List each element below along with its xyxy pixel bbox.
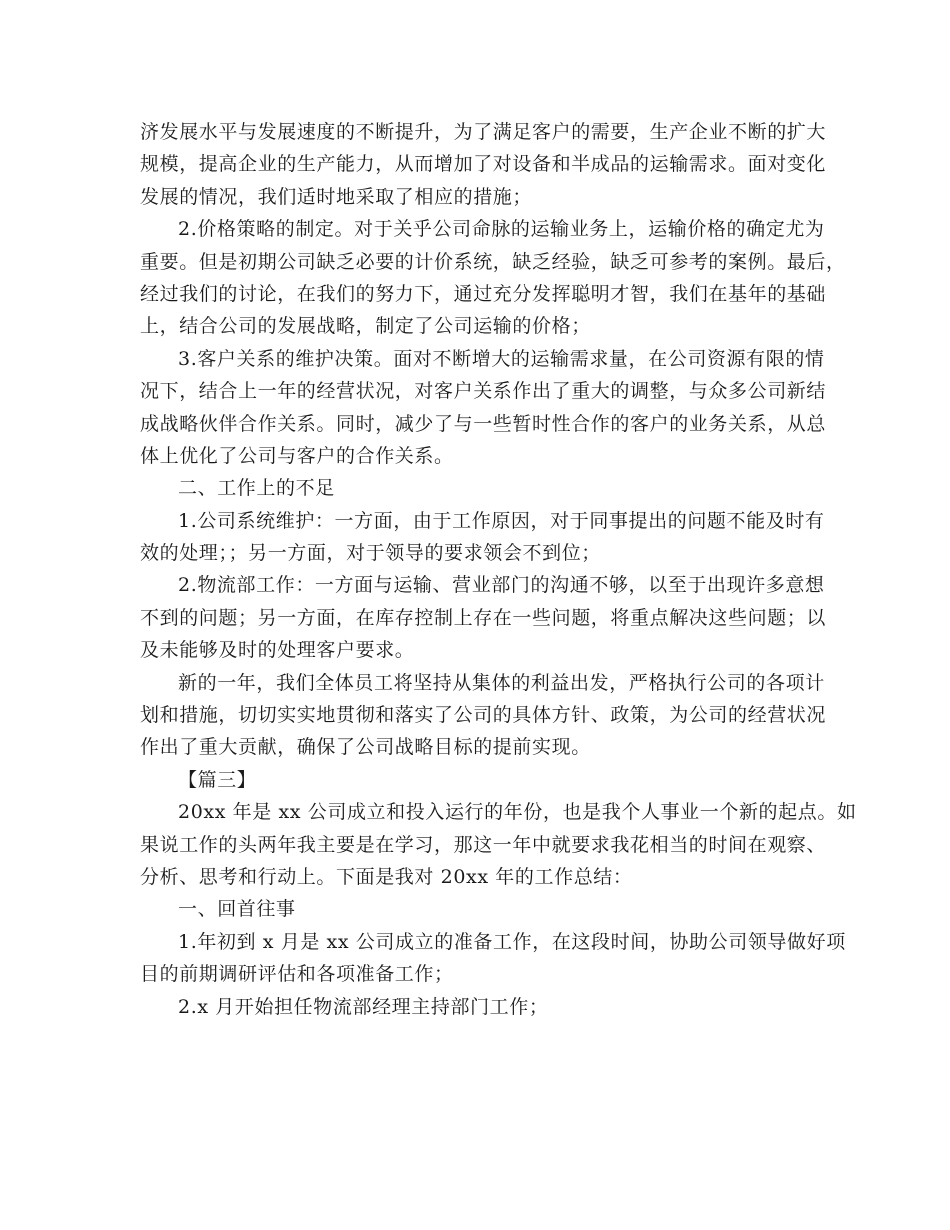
text-line: 1.年初到 x 月是 xx 公司成立的准备工作，在这段时间，协助公司领导做好项 — [178, 930, 846, 953]
text-line: 重要。但是初期公司缺乏必要的计价系统，缺乏经验，缺乏可参考的案例。最后， — [140, 250, 846, 273]
text-line: 规模，提高企业的生产能力，从而增加了对设备和半成品的运输需求。面对变化 — [140, 153, 827, 176]
text-line: 经过我们的讨论，在我们的努力下，通过充分发挥聪明才智，我们在基年的基础 — [140, 282, 827, 305]
text-line: 2.物流部工作：一方面与运输、营业部门的沟通不够，以至于出现许多意想 — [178, 574, 825, 597]
text-line: 体上优化了公司与客户的合作关系。 — [140, 444, 454, 467]
text-line: 目的前期调研评估和各项准备工作； — [140, 963, 454, 986]
text-line: 一、回首往事 — [178, 898, 296, 921]
text-line: 及未能够及时的处理客户要求。 — [140, 639, 415, 662]
text-line: 1.公司系统维护：一方面，由于工作原因，对于同事提出的问题不能及时有 — [178, 509, 825, 532]
text-line: 新的一年，我们全体员工将坚持从集体的利益出发，严格执行公司的各项计 — [178, 671, 825, 694]
text-line: 划和措施，切切实实地贯彻和落实了公司的具体方针、政策，为公司的经营状况 — [140, 704, 827, 727]
text-line: 20xx 年是 xx 公司成立和投入运行的年份，也是我个人事业一个新的起点。如 — [178, 801, 857, 824]
text-line: 2.价格策略的制定。对于关乎公司命脉的运输业务上，运输价格的确定尤为 — [178, 218, 825, 241]
document-body — [140, 116, 857, 1023]
text-line: 上，结合公司的发展战略，制定了公司运输的价格； — [140, 315, 591, 338]
text-line: 分析、思考和行动上。下面是我对 20xx 年的工作总结： — [140, 865, 633, 888]
text-line: 【篇三】 — [178, 768, 257, 791]
text-line: 二、工作上的不足 — [178, 477, 335, 500]
text-line: 2.x 月开始担任物流部经理主持部门工作； — [178, 995, 549, 1018]
text-line: 发展的情况，我们适时地采取了相应的措施； — [140, 185, 533, 208]
text-line: 成战略伙伴合作关系。同时，减少了与一些暂时性合作的客户的业务关系，从总 — [140, 412, 827, 435]
text-line: 果说工作的头两年我主要是在学习，那这一年中就要求我花相当的时间在观察、 — [140, 833, 827, 856]
text-line: 况下，结合上一年的经营状况，对客户关系作出了重大的调整，与众多公司新结 — [140, 380, 827, 403]
text-line: 不到的问题；另一方面，在库存控制上存在一些问题，将重点解决这些问题；以 — [140, 606, 827, 629]
text-line: 效的处理；；另一方面，对于领导的要求领会不到位； — [140, 542, 601, 565]
text-line: 济发展水平与发展速度的不断提升，为了满足客户的需要，生产企业不断的扩大 — [140, 121, 827, 143]
text-line: 作出了重大贡献，确保了公司战略目标的提前实现。 — [140, 736, 591, 759]
text-line: 3.客户关系的维护决策。面对不断增大的运输需求量，在公司资源有限的情 — [178, 347, 825, 370]
